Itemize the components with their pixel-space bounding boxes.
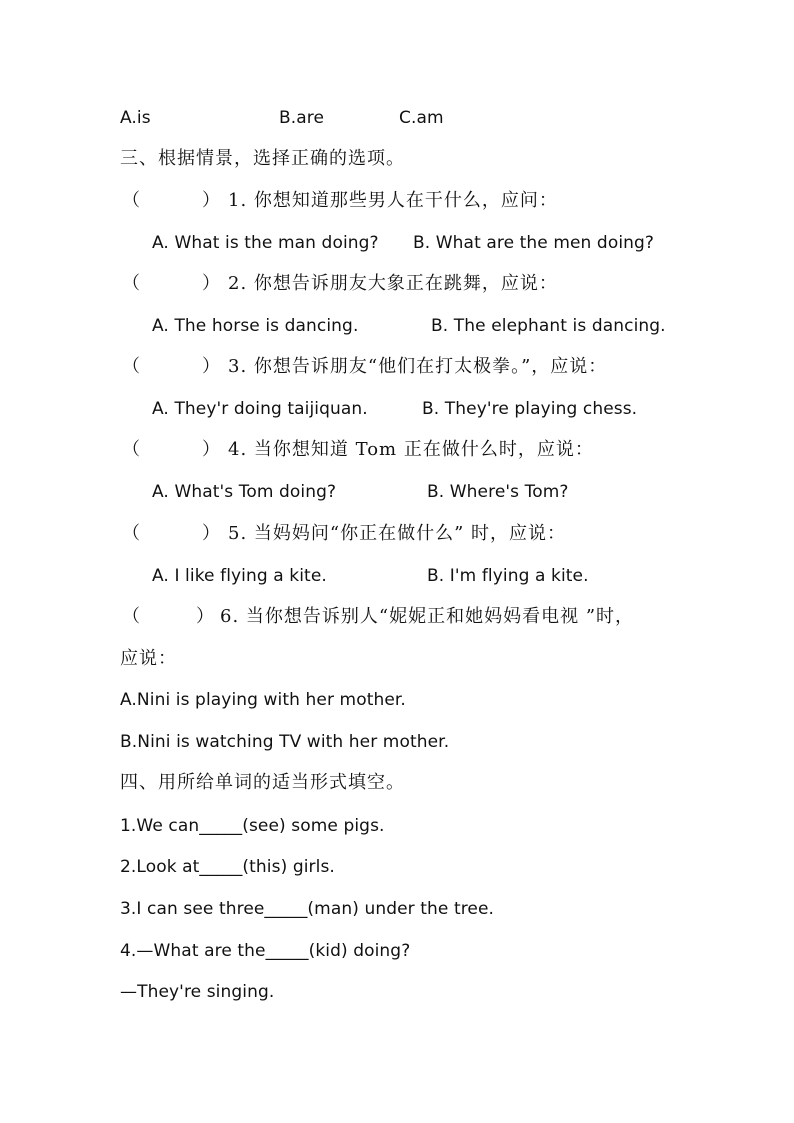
question-4-options: [152, 481, 712, 503]
question-4-option-a: A. What's Tom doing?: [152, 482, 337, 502]
question-6-prompt: 6. 当你想告诉别人“妮妮正和她妈妈看电视 ”时，: [220, 606, 635, 627]
answer-paren-left: （: [122, 606, 141, 627]
question-4-row: [120, 439, 720, 461]
question-5-row: [120, 523, 720, 545]
question-1-option-b: B. What are the men doing?: [413, 233, 655, 253]
question-3-option-a: A. They'r doing taijiquan.: [152, 399, 368, 419]
prev-option-b: B.are: [279, 108, 325, 128]
answer-paren-left: （: [122, 439, 141, 460]
question-2-option-a: A. The horse is dancing.: [152, 316, 359, 336]
section3-heading: 三、根据情景，选择正确的选项。: [120, 148, 405, 169]
question-5-options: [152, 565, 712, 587]
question-2-row: [120, 273, 720, 295]
question-1-prompt: 1. 你想知道那些男人在干什么，应问：: [228, 190, 558, 211]
answer-paren-right: ）: [202, 356, 221, 377]
prev-option-a: A.is: [120, 108, 151, 128]
section4-heading: 四、用所给单词的适当形式填空。: [120, 772, 405, 793]
question-3-options: [152, 398, 712, 420]
question-5-option-b: B. I'm flying a kite.: [427, 566, 589, 586]
prev-option-c: C.am: [399, 108, 444, 128]
question-6-option-a: A.Nini is playing with her mother.: [120, 690, 406, 710]
question-1-row: [120, 190, 720, 212]
question-6-option-b: B.Nini is watching TV with her mother.: [120, 732, 450, 752]
question-2-options: [152, 315, 712, 337]
question-3-option-b: B. They're playing chess.: [422, 399, 638, 419]
question-3-prompt: 3. 你想告诉朋友“他们在打太极拳。”，应说：: [228, 356, 608, 377]
question-3-row: [120, 356, 720, 378]
question-2-prompt: 2. 你想告诉朋友大象正在跳舞，应说：: [228, 273, 558, 294]
question-1-option-a: A. What is the man doing?: [152, 233, 379, 253]
answer-paren-left: （: [122, 190, 141, 211]
fill-item-2: 2.Look at_____(this) girls.: [120, 857, 335, 877]
question-6-prompt-cont: 应说：: [120, 648, 177, 669]
question-5-option-a: A. I like flying a kite.: [152, 566, 327, 586]
fill-item-4: 4.—What are the_____(kid) doing?: [120, 941, 411, 961]
answer-paren-left: （: [122, 356, 141, 377]
question-5-prompt: 5. 当妈妈问“你正在做什么” 时，应说：: [228, 523, 567, 544]
question-6-row: [120, 606, 680, 628]
answer-paren-left: （: [122, 273, 141, 294]
answer-paren-right: ）: [202, 273, 221, 294]
answer-paren-right: ）: [196, 606, 215, 627]
answer-paren-left: （: [122, 523, 141, 544]
answer-paren-right: ）: [202, 523, 221, 544]
prev-options-row: [120, 107, 680, 129]
answer-paren-right: ）: [202, 190, 221, 211]
fill-item-1: 1.We can_____(see) some pigs.: [120, 816, 385, 836]
fill-item-3: 3.I can see three_____(man) under the tree.: [120, 899, 495, 919]
answer-paren-right: ）: [202, 439, 221, 460]
fill-item-4-answer: —They're singing.: [120, 982, 275, 1002]
question-4-option-b: B. Where's Tom?: [427, 482, 569, 502]
question-4-prompt: 4. 当你想知道 Tom 正在做什么时，应说：: [228, 439, 594, 460]
question-1-options: [152, 232, 712, 254]
question-2-option-b: B. The elephant is dancing.: [431, 316, 666, 336]
